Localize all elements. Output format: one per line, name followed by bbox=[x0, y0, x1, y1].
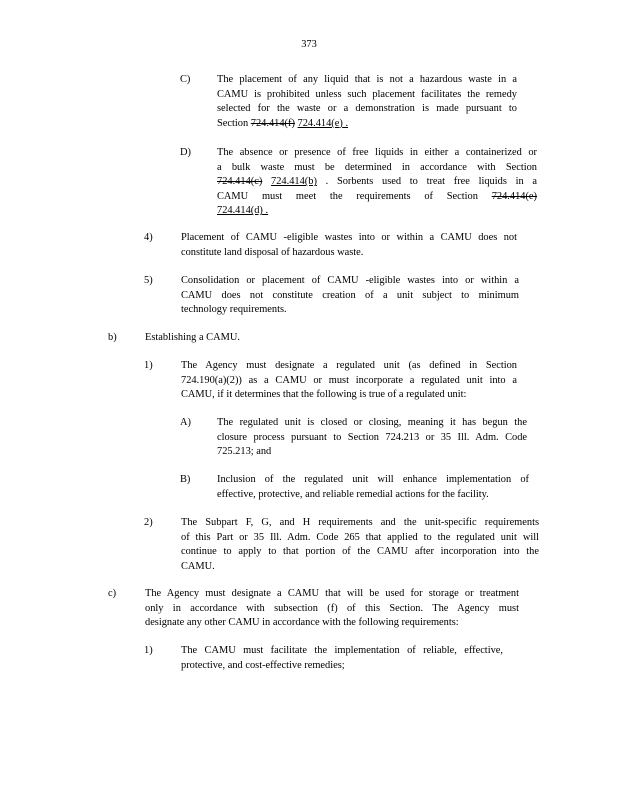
subsection-text: The placement of any liquid that is not a hazardous waste in a CAMU is prohibited unless such placement facilitates the remedy selected for the waste or a demonstration is made pursuant to Section 724.414(f) 724.414(e) . bbox=[217, 74, 517, 129]
subparagraph-text: The regulated unit is closed or closing, meaning it has begun the closure process pursuant to Section 724.213 or 35 Ill. Adm. Code 725.213; and bbox=[217, 417, 527, 458]
paragraph-label: 2) bbox=[144, 517, 153, 528]
subsection-label: D) bbox=[180, 147, 191, 158]
subparagraph-label: B) bbox=[180, 474, 191, 485]
inserted-citation: 724.414(d) bbox=[217, 205, 263, 217]
paragraph-label: 1) bbox=[144, 645, 153, 656]
subparagraph-text: Inclusion of the regulated unit will enhance implementation of effective, protective, and reliable remedial actions for the facility. bbox=[217, 474, 529, 500]
paragraph-text: The Agency must designate a regulated unit (as defined in Section 724.190(a)(2)) as a CAMU or must incorporate a regulated unit into a CAMU, if it determines that the following is true of a regulated unit: bbox=[181, 360, 517, 401]
subparagraph-label: A) bbox=[180, 417, 191, 428]
subsection-label: C) bbox=[180, 74, 191, 85]
page-number: 373 bbox=[301, 39, 317, 50]
paragraph-label: 4) bbox=[144, 232, 153, 243]
paragraph-label: 1) bbox=[144, 360, 153, 371]
subsection-text: The absence or presence of free liquids in either a containerized or a bulk waste must be determined in accordance with Section 724.414(c) 724.414(b) . Sorbents used to treat free liquids in a CAMU must meet the requirements of Section 724.414(e) 724.414(d) . bbox=[217, 147, 537, 217]
subsection-label: b) bbox=[108, 332, 117, 343]
deleted-citation: 724.414(f) bbox=[250, 117, 295, 129]
deleted-citation: 724.414(c) bbox=[217, 176, 263, 188]
deleted-citation: 724.414(e) bbox=[491, 190, 537, 202]
paragraph-text: Placement of CAMU -eligible wastes into or within a CAMU does not constitute land disposal of hazardous waste. bbox=[181, 232, 517, 258]
paragraph-text: The CAMU must facilitate the implementation of reliable, effective, protective, and cost-effective remedies; bbox=[181, 645, 503, 671]
paragraph-text: Consolidation or placement of CAMU -eligible wastes into or within a CAMU does not constitute creation of a unit subject to minimum technology requirements. bbox=[181, 275, 519, 316]
paragraph-label: 5) bbox=[144, 275, 153, 286]
inserted-citation: 724.414(b) bbox=[271, 176, 317, 188]
subsection-heading: Establishing a CAMU. bbox=[145, 332, 240, 343]
subsection-text: The Agency must designate a CAMU that will be used for storage or treatment only in accordance with subsection (f) of this Section. The Agency must designate any other CAMU in accordance with the following requirements: bbox=[145, 588, 519, 629]
inserted-citation: 724.414(e) bbox=[297, 117, 343, 129]
subsection-label: c) bbox=[108, 588, 117, 599]
paragraph-text: The Subpart F, G, and H requirements and the unit-specific requirements of this Part or 35 Ill. Adm. Code 265 that applied to the regulated unit will continue to apply to that portion of the CAMU after incorporation into the CAMU. bbox=[181, 517, 539, 572]
